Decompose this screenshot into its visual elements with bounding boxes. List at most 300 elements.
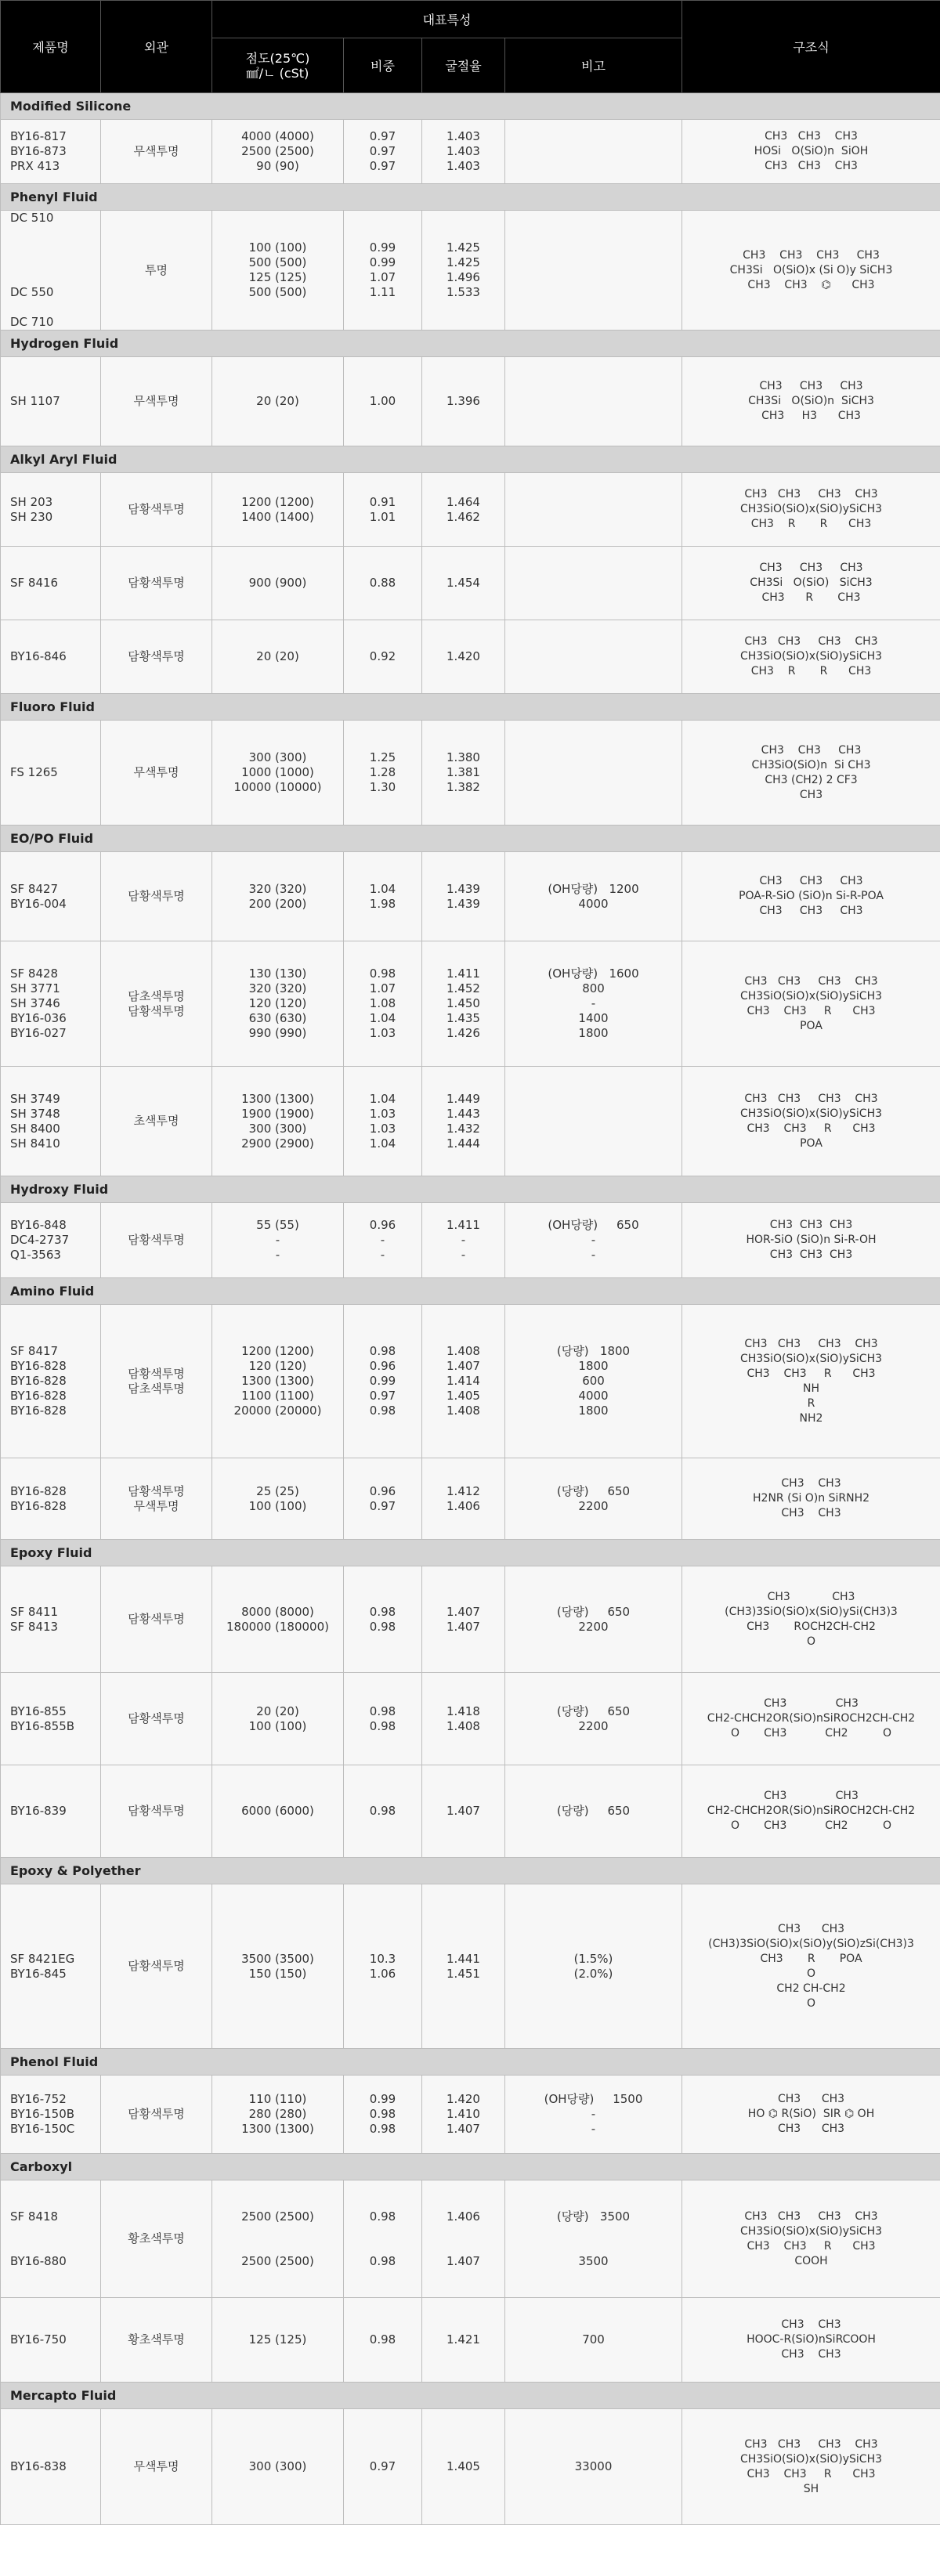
table-row	[1, 2298, 940, 2383]
viscosity-line: 120 (120)	[248, 1359, 307, 1373]
specific-gravity-line: 1.11	[369, 285, 396, 299]
viscosity-line: 300 (300)	[248, 2459, 307, 2473]
section-header-row	[1, 93, 940, 120]
section-title: Phenyl Fluid	[1, 184, 940, 211]
formula-line: CH3	[799, 788, 823, 801]
refractive-index-line: 1.408	[446, 1344, 480, 1358]
specific-gravity-line: 1.06	[369, 1966, 396, 1981]
specific-gravity-cell	[344, 941, 422, 1067]
formula-line: CH3 CH3	[781, 1507, 841, 1519]
structure-formula	[740, 1092, 882, 1151]
viscosity-line: 150 (150)	[248, 1966, 307, 1981]
formula-line: CH3 CH3 R CH3	[747, 1367, 876, 1380]
product-name-line: SF 8417	[10, 1344, 59, 1358]
structure-formula-cell	[682, 1203, 940, 1278]
product-name-line	[10, 255, 100, 270]
product-name-cell	[1, 1458, 101, 1540]
formula-line: CH3SiO(SiO)x(SiO)ySiCH3	[740, 2224, 883, 2238]
remarks-line	[505, 2239, 682, 2254]
formula-line: NH2	[799, 1411, 823, 1425]
product-name-cell	[1, 1067, 101, 1176]
remarks-line: 700	[582, 2332, 605, 2347]
specific-gravity-line: 1.00	[369, 394, 396, 408]
table-row	[1, 120, 940, 184]
formula-line: CH3 CH3 CH3	[769, 1219, 853, 1231]
viscosity-cell	[212, 1566, 344, 1673]
appearance-cell	[101, 1458, 212, 1540]
remarks-line: (당량) 650	[556, 1483, 631, 1498]
formula-line: CH3 CH3 CH3	[765, 160, 858, 172]
specific-gravity-cell	[344, 547, 422, 620]
product-name-line: SF 8428	[10, 966, 59, 981]
specific-gravity-line: 1.03	[369, 1026, 396, 1040]
formula-line: CH3 CH3 R CH3	[747, 1122, 876, 1135]
remarks-line: 2200	[578, 1619, 609, 1634]
viscosity-line: 1300 (1300)	[241, 2122, 314, 2136]
product-name-line: SH 230	[10, 509, 53, 524]
appearance-text: 담황색투명	[128, 1366, 185, 1381]
formula-line: CH3 CH3 CH3 CH3	[743, 248, 880, 262]
formula-line: CH3 CH3 CH3	[759, 875, 863, 887]
viscosity-line: 990 (990)	[248, 1026, 307, 1040]
specific-gravity-cell	[344, 620, 422, 694]
refractive-index-line: 1.432	[446, 1121, 480, 1136]
specific-gravity-line: 1.07	[369, 981, 396, 995]
viscosity-line: 25 (25)	[256, 1483, 299, 1498]
remarks-line: (당량) 3500	[556, 2209, 631, 2224]
refractive-index-line: 1.403	[446, 129, 480, 143]
remarks-line: 33000	[574, 2459, 613, 2473]
viscosity-line: 1200 (1200)	[241, 494, 314, 509]
product-name-line: SH 1107	[10, 394, 60, 408]
viscosity-line	[212, 2224, 343, 2239]
viscosity-line: 110 (110)	[248, 2092, 307, 2106]
formula-line: CH3 CH3 CH3 CH3	[744, 974, 878, 988]
structure-formula	[740, 2209, 882, 2269]
appearance-cell	[101, 1305, 212, 1458]
viscosity-cell	[212, 357, 344, 446]
formula-line: CH3 CH3	[777, 2123, 845, 2135]
product-name-line: BY16-848	[10, 1218, 67, 1232]
refractive-index-cell	[422, 2180, 505, 2298]
formula-line: CH3 CH3 CH3 CH3	[744, 635, 878, 648]
structure-formula	[748, 379, 874, 424]
viscosity-line: 1900 (1900)	[241, 1106, 314, 1121]
section-title: Phenol Fluid	[1, 2049, 940, 2076]
appearance-cell	[101, 547, 212, 620]
refractive-index-cell	[422, 1203, 505, 1278]
formula-line: CH3 R R CH3	[750, 665, 872, 677]
formula-line: O CH3 CH2 O	[730, 1819, 892, 1832]
specific-gravity-line: 1.08	[369, 996, 396, 1010]
specific-gravity-line: 0.91	[369, 494, 396, 509]
product-name-line: SH 8400	[10, 1121, 60, 1136]
appearance-text: 투명	[145, 262, 168, 277]
section-title: Carboxyl	[1, 2154, 940, 2180]
product-name-cell	[1, 2298, 101, 2383]
section-header-row	[1, 184, 940, 211]
formula-line: CH3 CH3 ⌬ CH3	[747, 278, 875, 291]
product-name-line: PRX 413	[10, 159, 60, 173]
remarks-cell	[505, 2298, 682, 2383]
refractive-index-cell	[422, 941, 505, 1067]
appearance-text: 담황색투명	[128, 889, 185, 903]
header-product: 제품명	[1, 1, 101, 93]
formula-line: CH3 CH3 CH3 CH3	[744, 488, 878, 500]
product-name-line: SH 3771	[10, 981, 60, 995]
remarks-line: 1800	[578, 1026, 609, 1040]
specific-gravity-line: 0.98	[369, 2253, 396, 2268]
viscosity-line: 500 (500)	[248, 255, 307, 269]
viscosity-line: 125 (125)	[248, 2332, 307, 2347]
specific-gravity-cell	[344, 120, 422, 184]
formula-line: CH3SiO(SiO)x(SiO)ySiCH3	[740, 1107, 883, 1120]
specific-gravity-line: 0.98	[369, 1344, 396, 1358]
appearance-text: 무색투명	[133, 1498, 179, 1513]
refractive-index-line: 1.452	[446, 981, 480, 995]
remarks-line: (당량) 1800	[556, 1344, 631, 1358]
product-name-line	[10, 226, 100, 240]
specific-gravity-line: 0.99	[369, 1374, 396, 1388]
refractive-index-cell	[422, 473, 505, 547]
remarks-line: -	[591, 1233, 596, 1247]
refractive-index-line: 1.449	[446, 1091, 480, 1106]
specific-gravity-cell	[344, 1305, 422, 1458]
specific-gravity-line: 0.96	[369, 1218, 396, 1232]
viscosity-line: 1000 (1000)	[241, 765, 314, 779]
section-title: Epoxy Fluid	[1, 1540, 940, 1566]
refractive-index-line: 1.408	[446, 1404, 480, 1418]
section-title: Alkyl Aryl Fluid	[1, 446, 940, 473]
refractive-index-cell	[422, 2076, 505, 2154]
structure-formula-cell	[682, 1305, 940, 1458]
product-name-line: BY16-839	[10, 1804, 67, 1818]
appearance-text: 담황색투명	[128, 1483, 185, 1498]
refractive-index-line: 1.420	[446, 649, 480, 663]
appearance-text: 무색투명	[133, 2459, 179, 2473]
structure-formula-cell	[682, 357, 940, 446]
viscosity-line: 125 (125)	[248, 270, 307, 284]
refractive-index-line: 1.414	[446, 1374, 480, 1388]
structure-formula	[740, 974, 882, 1034]
remarks-line: (OH당량) 1500	[544, 2092, 643, 2106]
viscosity-line: 180000 (180000)	[226, 1619, 329, 1634]
appearance-cell	[101, 1067, 212, 1176]
appearance-cell	[101, 941, 212, 1067]
structure-formula	[750, 561, 872, 605]
specific-gravity-cell	[344, 2409, 422, 2525]
appearance-text: 초색투명	[133, 1114, 179, 1128]
remarks-cell	[505, 721, 682, 826]
viscosity-cell	[212, 620, 344, 694]
viscosity-line: 900 (900)	[248, 576, 307, 590]
formula-line: HOSi O(SiO)n SiOH	[754, 145, 869, 157]
viscosity-line: 20000 (20000)	[233, 1404, 322, 1418]
specific-gravity-cell	[344, 2076, 422, 2154]
specific-gravity-line: 0.97	[369, 144, 396, 158]
remarks-line: -	[591, 2122, 596, 2136]
specific-gravity-line: 0.97	[369, 1389, 396, 1403]
specific-gravity-cell	[344, 473, 422, 547]
product-name-line: BY16-036	[10, 1011, 67, 1025]
section-title: EO/PO Fluid	[1, 826, 940, 852]
specific-gravity-line: 0.99	[369, 2092, 396, 2106]
viscosity-line: 10000 (10000)	[233, 780, 322, 794]
specific-gravity-line: 0.98	[369, 1604, 396, 1619]
formula-line: CH3 R POA	[760, 1952, 862, 1965]
table-row	[1, 1566, 940, 1673]
table-row	[1, 852, 940, 941]
product-name-line: BY16-150B	[10, 2107, 75, 2121]
refractive-index-line: 1.411	[446, 1218, 480, 1232]
refractive-index-line: 1.439	[446, 896, 480, 911]
refractive-index-line: 1.407	[446, 1804, 480, 1818]
table-row	[1, 1765, 940, 1858]
formula-line: CH3 CH3 CH3	[759, 562, 863, 574]
product-name-line: BY16-828	[10, 1389, 67, 1403]
remarks-line: 1800	[578, 1404, 609, 1418]
refractive-index-line: 1.435	[446, 1011, 480, 1025]
viscosity-line: 90 (90)	[256, 159, 299, 173]
specific-gravity-line: 0.96	[369, 1359, 396, 1373]
viscosity-cell	[212, 1067, 344, 1176]
appearance-cell	[101, 1203, 212, 1278]
section-title: Fluoro Fluid	[1, 694, 940, 721]
refractive-index-line: -	[461, 1248, 466, 1262]
formula-line: CH3SiO(SiO)n Si CH3	[751, 758, 871, 771]
remarks-line: 600	[582, 1374, 605, 1388]
table-row	[1, 620, 940, 694]
formula-line: CH3SiO(SiO)x(SiO)ySiCH3	[740, 650, 883, 663]
viscosity-line: 1300 (1300)	[241, 1091, 314, 1106]
structure-formula-cell	[682, 2298, 940, 2383]
refractive-index-cell	[422, 1458, 505, 1540]
structure-formula	[707, 1789, 915, 1834]
refractive-index-line: 1.407	[446, 2253, 480, 2268]
refractive-index-cell	[422, 1305, 505, 1458]
refractive-index-line: 1.408	[446, 1718, 480, 1733]
specific-gravity-line: 0.97	[369, 2459, 396, 2473]
product-name-line: SH 8410	[10, 1136, 60, 1151]
refractive-index-cell	[422, 547, 505, 620]
specific-gravity-line: 1.04	[369, 1136, 396, 1151]
product-name-cell	[1, 1203, 101, 1278]
remarks-cell	[505, 1884, 682, 2049]
refractive-index-line: 1.405	[446, 1389, 480, 1403]
formula-line: CH3 CH3	[764, 1697, 859, 1710]
formula-line: HOR-SiO (SiO)n Si-R-OH	[746, 1234, 877, 1246]
formula-line: HO ⌬ R(SiO) SIR ⌬ OH	[747, 2108, 875, 2120]
appearance-text: 무색투명	[133, 765, 179, 779]
remarks-cell	[505, 547, 682, 620]
appearance-cell	[101, 120, 212, 184]
specific-gravity-line: 0.99	[369, 255, 396, 269]
structure-formula	[708, 1922, 914, 2011]
product-name-cell	[1, 2076, 101, 2154]
remarks-line: 1400	[578, 1011, 609, 1025]
viscosity-cell	[212, 1765, 344, 1858]
table-row	[1, 1305, 940, 1458]
appearance-text: 담초색투명	[128, 988, 185, 1003]
refractive-index-line: 1.381	[446, 765, 480, 779]
viscosity-cell	[212, 2180, 344, 2298]
product-name-line	[10, 240, 100, 255]
appearance-text: 담초색투명	[128, 1381, 185, 1396]
header-viscosity-line2: ㎟/ㄴ (cSt)	[246, 65, 309, 81]
product-name-line: BY16-846	[10, 649, 67, 663]
product-name-line	[10, 2224, 100, 2239]
refractive-index-cell	[422, 1765, 505, 1858]
specific-gravity-line: 0.98	[369, 1404, 396, 1418]
section-header-row	[1, 1176, 940, 1203]
refractive-index-cell	[422, 120, 505, 184]
refractive-index-cell	[422, 2409, 505, 2525]
table-row	[1, 2076, 940, 2154]
refractive-index-line: 1.406	[446, 1498, 480, 1513]
table-row	[1, 1673, 940, 1765]
formula-line: HOOC-R(SiO)nSiRCOOH	[747, 2333, 876, 2346]
viscosity-line: 4000 (4000)	[241, 129, 314, 143]
appearance-text: 담황색투명	[128, 502, 185, 516]
viscosity-line: 2500 (2500)	[241, 2209, 314, 2224]
viscosity-cell	[212, 1673, 344, 1765]
refractive-index-line: 1.426	[446, 1026, 480, 1040]
product-name-cell	[1, 721, 101, 826]
specific-gravity-line	[344, 2239, 421, 2254]
viscosity-line: 6000 (6000)	[241, 1804, 314, 1818]
refractive-index-line: 1.496	[446, 270, 480, 284]
structure-formula	[739, 874, 884, 919]
viscosity-cell	[212, 721, 344, 826]
section-title: Epoxy & Polyether	[1, 1858, 940, 1884]
formula-line: CH3Si O(SiO) SiCH3	[750, 576, 873, 589]
product-name-cell	[1, 852, 101, 941]
refractive-index-line: 1.443	[446, 1106, 480, 1121]
refractive-index-line: 1.439	[446, 881, 480, 896]
viscosity-cell	[212, 2298, 344, 2383]
remarks-line: 3500	[578, 2253, 609, 2268]
specific-gravity-cell	[344, 852, 422, 941]
refractive-index-line: 1.406	[446, 2209, 480, 2224]
formula-line: CH3SiO(SiO)x(SiO)ySiCH3	[740, 503, 883, 515]
specific-gravity-line: 1.04	[369, 1011, 396, 1025]
remarks-line: 4000	[578, 1389, 609, 1403]
section-header-row	[1, 2154, 940, 2180]
product-name-line: SH 3748	[10, 1106, 60, 1121]
appearance-text: 담황색투명	[128, 1003, 185, 1018]
section-title: Amino Fluid	[1, 1278, 940, 1305]
appearance-cell	[101, 2180, 212, 2298]
formula-line: CH3 CH3 CH3 CH3	[744, 1337, 878, 1350]
section-title: Hydroxy Fluid	[1, 1176, 940, 1203]
viscosity-cell	[212, 473, 344, 547]
product-name-cell	[1, 211, 101, 331]
viscosity-line	[212, 2239, 343, 2254]
viscosity-line: 100 (100)	[248, 240, 307, 255]
viscosity-line: -	[275, 1233, 280, 1247]
refractive-index-line: 1.407	[446, 1619, 480, 1634]
formula-line: O	[806, 1635, 816, 1648]
product-name-line: SF 8413	[10, 1619, 59, 1634]
refractive-index-cell	[422, 1566, 505, 1673]
appearance-cell	[101, 1765, 212, 1858]
formula-line: CH3 CH3 R CH3	[747, 2467, 876, 2480]
specific-gravity-line	[344, 2224, 421, 2239]
product-name-line: SF 8416	[10, 576, 59, 590]
specific-gravity-line: 1.01	[369, 509, 396, 524]
specific-gravity-cell	[344, 721, 422, 826]
viscosity-line: 100 (100)	[248, 1498, 307, 1513]
formula-line: (CH3)3SiO(SiO)x(SiO)y(SiO)zSi(CH3)3	[708, 1937, 914, 1950]
section-header-row	[1, 826, 940, 852]
refractive-index-line: 1.407	[446, 2122, 480, 2136]
product-name-line: BY16-004	[10, 896, 67, 911]
remarks-line: 2200	[578, 1718, 609, 1733]
product-name-line: SH 3749	[10, 1091, 60, 1106]
formula-line: CH3 CH3 CH3	[761, 743, 862, 757]
header-refractive-index: 굴절율	[422, 38, 505, 93]
refractive-index-line: 1.454	[446, 576, 480, 590]
viscosity-line: -	[275, 1248, 280, 1262]
specific-gravity-line: 0.98	[369, 1804, 396, 1818]
refractive-index-line: 1.464	[446, 494, 480, 509]
header-viscosity-line1: 점도(25℃)	[245, 50, 310, 66]
refractive-index-line: 1.380	[446, 750, 480, 764]
section-title: Modified Silicone	[1, 93, 940, 120]
formula-line: SH	[803, 2482, 819, 2495]
header-specific-gravity: 비중	[344, 38, 422, 93]
formula-line: O	[806, 1967, 816, 1980]
formula-line: CH3 CH3 R CH3	[747, 1004, 876, 1017]
specific-gravity-line: 0.98	[369, 2122, 396, 2136]
structure-formula	[747, 1218, 877, 1263]
appearance-text: 무색투명	[133, 394, 179, 408]
remarks-cell	[505, 620, 682, 694]
structure-formula-cell	[682, 1884, 940, 2049]
product-name-line: DC 550	[10, 285, 54, 299]
viscosity-line: 120 (120)	[248, 996, 307, 1010]
product-name-line: BY16-880	[10, 2253, 67, 2268]
remarks-line: (당량) 650	[556, 1703, 631, 1718]
refractive-index-line: 1.451	[446, 1966, 480, 1981]
remarks-line: -	[591, 996, 596, 1010]
viscosity-cell	[212, 1203, 344, 1278]
viscosity-line: 280 (280)	[248, 2107, 307, 2121]
structure-formula-cell	[682, 2180, 940, 2298]
structure-formula-cell	[682, 1566, 940, 1673]
section-title: Hydrogen Fluid	[1, 331, 940, 357]
specific-gravity-line: 0.98	[369, 2107, 396, 2121]
remarks-line: 4000	[578, 896, 609, 911]
structure-formula	[752, 743, 871, 803]
table-row	[1, 211, 940, 331]
product-name-line: BY16-828	[10, 1359, 67, 1373]
formula-line: POA	[800, 1136, 822, 1150]
remarks-cell	[505, 1765, 682, 1858]
refractive-index-line: 1.382	[446, 780, 480, 794]
refractive-index-line: 1.533	[446, 285, 480, 299]
product-name-line: BY16-855	[10, 1703, 67, 1718]
specific-gravity-line: 1.25	[369, 750, 396, 764]
refractive-index-line: 1.425	[446, 255, 480, 269]
formula-line: CH3 CH3	[777, 1922, 845, 1935]
table-header	[1, 1, 940, 93]
appearance-cell	[101, 2409, 212, 2525]
header-viscosity	[212, 38, 344, 93]
viscosity-line: 320 (320)	[248, 981, 307, 995]
refractive-index-line	[422, 2239, 504, 2254]
structure-formula	[747, 2318, 876, 2362]
